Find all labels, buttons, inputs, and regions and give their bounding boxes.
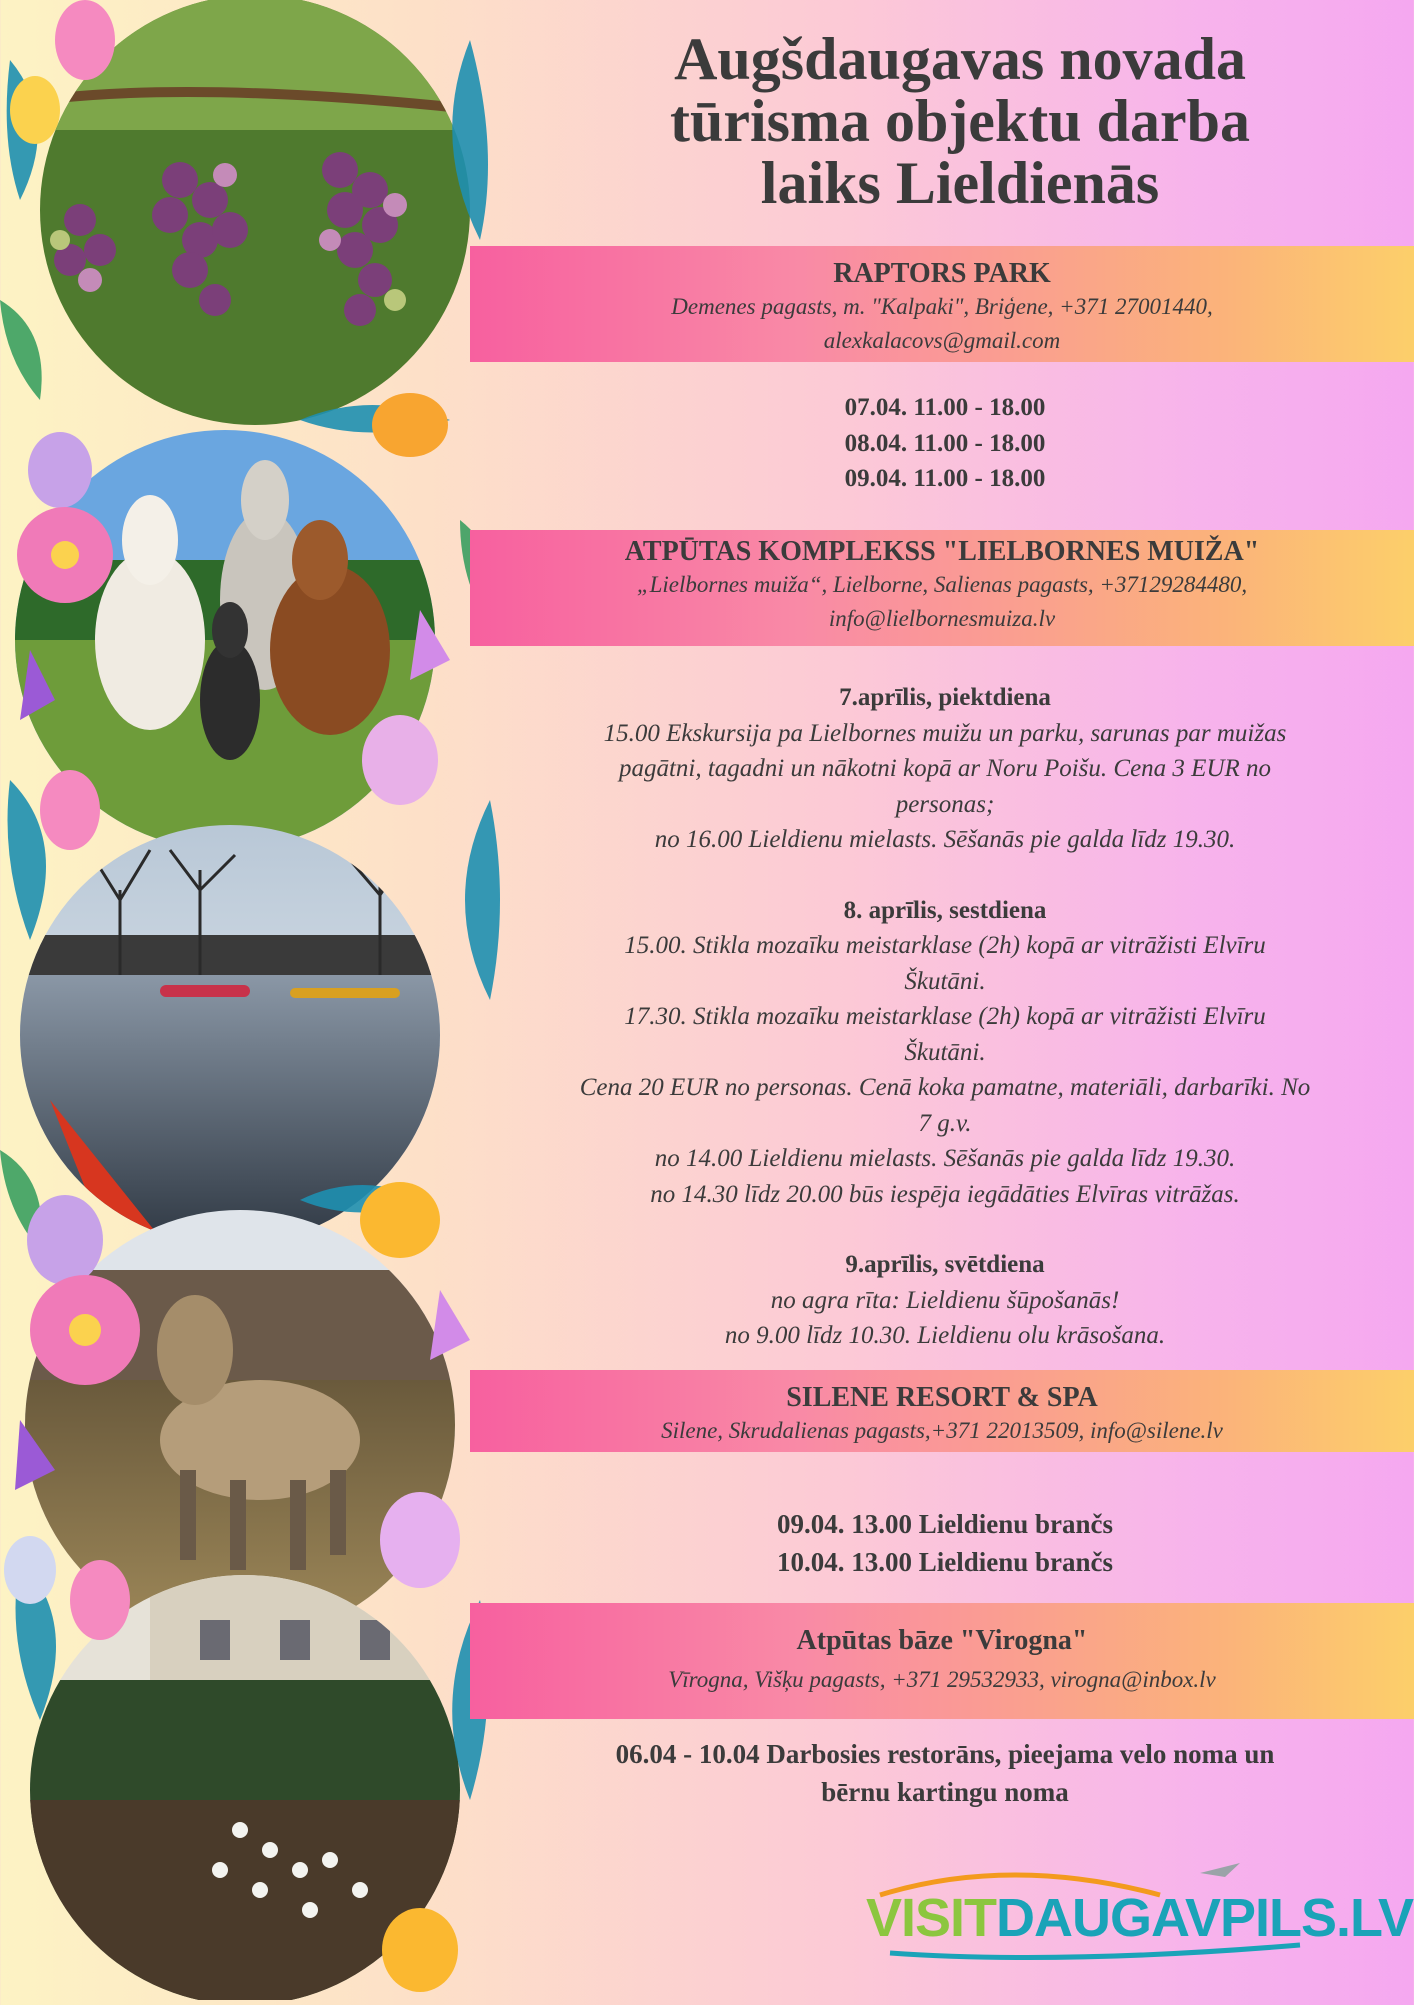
venue-header-virogna <box>470 1603 1414 1719</box>
venue-header-silene <box>470 1370 1414 1452</box>
venue-email: info@lielbornesmuiza.lv <box>828 606 1056 631</box>
venue-name: ATPŪTAS KOMPLEKSS "LIELBORNES MUIŽA" <box>624 536 1260 567</box>
schedule-line: no 9.00 līdz 10.30. Lieldienu olu krāsošana. <box>724 1322 1166 1349</box>
logo-part-visit: VISIT <box>866 1888 997 1948</box>
day-heading: 8. aprīlis, sestdiena <box>843 896 1047 924</box>
venue-name: RAPTORS PARK <box>833 258 1051 289</box>
schedule-line: no agra rīta: Lieldienu šūpošanās! <box>770 1286 1120 1314</box>
hours-line: 09.04. 13.00 Lieldienu brančs <box>776 1509 1114 1539</box>
schedule-line: no 14.30 līdz 20.00 būs iespēja iegādāties Elvīras vitrāžas. <box>650 1180 1240 1208</box>
day-heading: 9.aprīlis, svētdiena <box>845 1251 1045 1278</box>
logo-text <box>866 1887 1413 1949</box>
venue-hours-raptors <box>505 390 1385 497</box>
title-line-3: laiks Lieldienās <box>760 150 1160 216</box>
venue-header-raptors <box>470 246 1414 362</box>
venue-address: „Lielbornes muiža“, Lielborne, Salienas pagasts, +37129284480, <box>636 572 1248 597</box>
title-line-1: Augšdaugavas novada <box>674 26 1246 92</box>
photo-collage <box>0 0 520 2000</box>
venue-address: Silene, Skrudalienas pagasts,+371 22013509, info@silene.lv <box>661 1418 1223 1443</box>
venue-header-lielbornes <box>470 530 1414 646</box>
schedule-line: 17.30. Stikla mozaīku meistarklase (2h) kopā ar vitrāžisti Elvīru <box>624 1003 1266 1030</box>
venue-address: Vīrogna, Višķu pagasts, +371 29532933, virogna@inbox.lv <box>668 1667 1216 1692</box>
day-heading: 7.aprīlis, piektdiena <box>839 684 1051 711</box>
schedule-line: Cena 20 EUR no personas. Cenā koka pamatne, materiāli, darbarīki. No <box>579 1074 1311 1101</box>
hours-line: 09.04. 11.00 - 18.00 <box>844 465 1046 492</box>
schedule-line: 15.00. Stikla mozaīku meistarklase (2h) kopā ar vitrāžisti Elvīru <box>624 932 1266 959</box>
schedule-line: personas; <box>895 790 995 818</box>
hours-line: bērnu kartingu noma <box>821 1777 1069 1807</box>
page-title <box>545 28 1375 214</box>
schedule-line: no 14.00 Lieldienu mielasts. Sēšanās pie galda līdz 19.30. <box>654 1145 1236 1172</box>
venue-email: alexkalacovs@gmail.com <box>823 328 1061 353</box>
visitdaugavpils-logo <box>860 1855 1414 1965</box>
logo-part-daugavpils: DAUGAVPILS.LV <box>996 1888 1414 1948</box>
hours-line: 08.04. 11.00 - 18.00 <box>844 429 1046 457</box>
hours-line: 06.04 - 10.04 Darbosies restorāns, pieejama velo noma un <box>615 1739 1275 1769</box>
schedule-line: 15.00 Ekskursija pa Lielbornes muižu un parku, sarunas par muižas <box>603 719 1287 747</box>
lake-photo <box>0 820 520 1255</box>
schedule-line: no 16.00 Lieldienu mielasts. Sēšanās pie galda līdz 19.30. <box>654 826 1236 853</box>
schedule-line: 7 g.v. <box>918 1109 972 1137</box>
schedule-line: pagātni, tagadni un nākotni kopā ar Noru Poišu. Cena 3 EUR no <box>618 755 1272 782</box>
schedule-line: Škutāni. <box>904 967 986 995</box>
venue-schedule-lielbornes <box>505 680 1385 1354</box>
venue-name: SILENE RESORT & SPA <box>786 1382 1098 1413</box>
venue-name: Atpūtas bāze "Virogna" <box>796 1625 1088 1656</box>
schedule-line: Škutāni. <box>904 1038 986 1066</box>
photo-collage-art <box>0 0 520 2000</box>
venue-address: Demenes pagasts, m. "Kalpaki", Briģene, +371 27001440, <box>671 294 1213 319</box>
venue-hours-virogna <box>505 1735 1385 1811</box>
hours-line: 10.04. 13.00 Lieldienu brančs <box>776 1547 1114 1577</box>
title-line-2: tūrisma objektu darba <box>669 88 1251 154</box>
venue-hours-silene <box>505 1505 1385 1581</box>
hours-line: 07.04. 11.00 - 18.00 <box>844 394 1046 421</box>
